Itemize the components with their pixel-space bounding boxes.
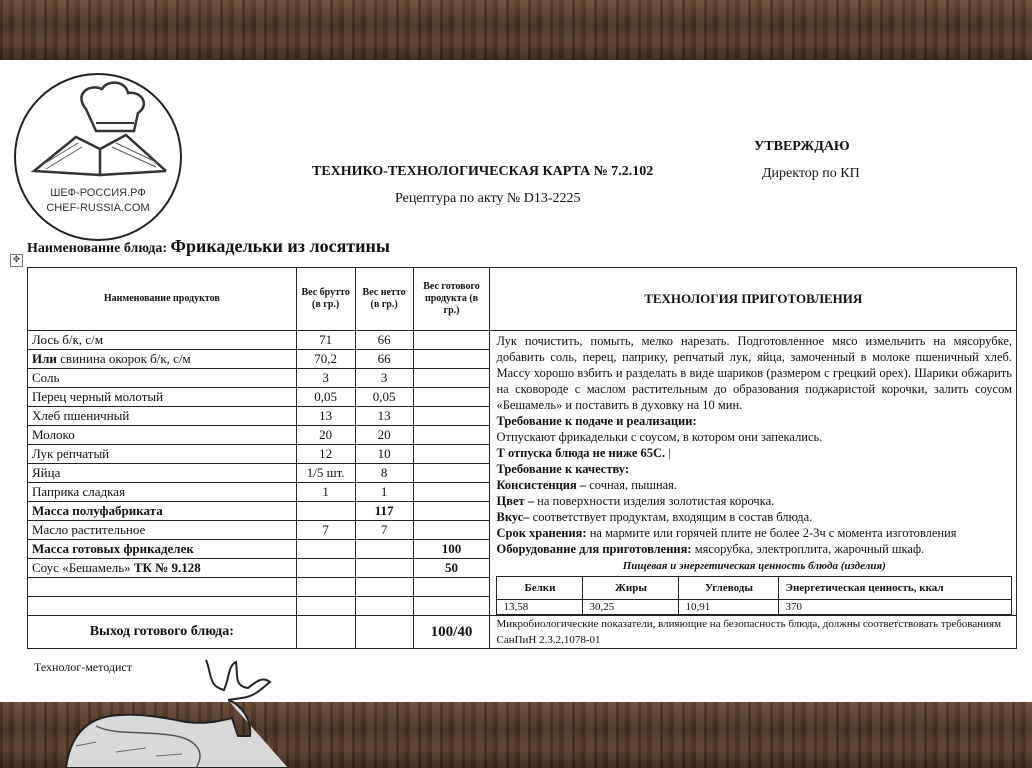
net-weight: 13 [355, 407, 413, 426]
serve-temperature: Т отпуска блюда не ниже 65С. [496, 446, 666, 460]
output-label: Выход готового блюда: [28, 616, 297, 649]
header-gross: Вес брутто (в гр.) [296, 268, 355, 331]
product-name: Перец черный молотый [28, 388, 297, 407]
product-name: Лось б/к, с/м [28, 331, 297, 350]
technologist-label: Технолог-методист [34, 660, 132, 674]
net-weight: 10 [355, 445, 413, 464]
net-weight: 1 [355, 483, 413, 502]
technology-cell: Лук почистить, помыть, мелко нарезать. Подготовленное мясо измельчить на мясорубке, добавить соль, перец, паприку, репчатый лук, яйца, замоченный в молоке пшеничный хлеб. Массу хорошо взбить и разделать в виде шариков (размером с грецкий орех). Шарики обжарить на сковороде с маслом растительным до образования поджаристой корочки, залить соусом «Бешамель» и поставить в духовку на 10 мин. Требование к подаче и реализации: Отпускают фрикадельки с соусом, в котором они запекались. Т отпуска блюда не ниже 65С. | Требование к качеству: Консистенция – сочная, пышная. Цвет – на поверхности изделия золотистая корочка. Вкус– соответствует продуктам, входящим в состав блюда. Срок хранения: на мармите или горячей плите не более 2-3ч с момента изготовления Оборудование для приготовления: мясорубка, электроплита, жарочный шкаф. Пищевая и энергетическая ценность блюда (изделия) Белки Жиры Углеводы Энергетическая ценность, ккал 13,58 30,25 10,91 370 [490, 331, 1017, 616]
nutrition-header: Энергетическая ценность, ккал [779, 577, 1012, 600]
product-name: Соль [28, 369, 297, 388]
product-name: Хлеб пшеничный [28, 407, 297, 426]
serve-text: Отпускают фрикадельки с соусом, в котором они запекались. [496, 430, 823, 444]
gross-weight: 70,2 [296, 350, 355, 369]
empty-cell [28, 597, 297, 616]
chef-russia-logo [14, 73, 182, 241]
gross-weight: 12 [296, 445, 355, 464]
ready-weight [413, 521, 490, 540]
net-weight [355, 540, 413, 559]
color-text: на поверхности изделия золотистая корочка. [534, 494, 775, 508]
gross-weight: 3 [296, 369, 355, 388]
serve-title: Требование к подаче и реализации: [496, 414, 697, 428]
moose-illustration-icon [56, 656, 296, 768]
product-name [28, 559, 297, 578]
output-value: 100/40 [413, 616, 490, 649]
nutrition-value: 370 [779, 600, 1012, 615]
equipment-text: мясорубка, электроплита, жарочный шкаф. [691, 542, 925, 556]
nutrition-header-row [497, 577, 1012, 600]
output-row [28, 616, 1017, 649]
ready-weight [413, 464, 490, 483]
nutrition-header: Углеводы [679, 577, 779, 600]
gross-weight [296, 502, 355, 521]
ready-weight [413, 483, 490, 502]
consistency-label: Консистенция – [496, 478, 587, 492]
consistency-text: сочная, пышная. [586, 478, 678, 492]
nutrition-header: Белки [497, 577, 583, 600]
ready-weight [413, 407, 490, 426]
nutrition-title: Пищевая и энергетическая ценность блюда (изделия) [622, 560, 886, 572]
quality-title: Требование к качеству: [496, 462, 630, 476]
net-weight: 3 [355, 369, 413, 388]
product-name-bold: Или [32, 351, 57, 366]
empty-cell [296, 616, 355, 649]
storage-text: на мармите или горячей плите не более 2-3ч с момента изготовления [586, 526, 957, 540]
recipe-act-number: Рецептура по акту № D13-2225 [395, 191, 581, 206]
dish-name-line [27, 236, 390, 257]
header-net: Вес нетто (в гр.) [355, 268, 413, 331]
wood-header-background [0, 0, 1032, 60]
nutrition-header: Жиры [583, 577, 679, 600]
product-name: Паприка сладкая [28, 483, 297, 502]
ready-weight [413, 426, 490, 445]
ready-weight: 50 [413, 559, 490, 578]
product-name: Масса готовых фрикаделек [28, 540, 297, 559]
ready-weight [413, 350, 490, 369]
taste-text: соответствует продуктам, входящим в состав блюда. [529, 510, 813, 524]
dish-name: Фрикадельки из лосятины [170, 236, 390, 256]
ready-weight [413, 445, 490, 464]
taste-label: Вкус– [496, 510, 530, 524]
net-weight: 20 [355, 426, 413, 445]
net-weight: 8 [355, 464, 413, 483]
product-name: Яйца [28, 464, 297, 483]
product-name: Масса полуфабриката [28, 502, 297, 521]
document-title: ТЕХНИКО-ТЕХНОЛОГИЧЕСКАЯ КАРТА № 7.2.102 [312, 164, 654, 179]
empty-cell [296, 597, 355, 616]
product-name [28, 350, 297, 369]
nutrition-value: 30,25 [583, 600, 679, 615]
gross-weight [296, 559, 355, 578]
ready-weight [413, 369, 490, 388]
gross-weight: 13 [296, 407, 355, 426]
product-name: Молоко [28, 426, 297, 445]
header-ready: Вес готового продукта (в гр.) [413, 268, 490, 331]
logo-text-en: CHEF-RUSSIA.COM [46, 202, 150, 214]
gross-weight: 1/5 шт. [296, 464, 355, 483]
equipment-label: Оборудование для приготовления: [496, 542, 692, 556]
table-row [28, 331, 1017, 350]
nutrition-value: 10,91 [679, 600, 779, 615]
product-name: Масло растительное [28, 521, 297, 540]
product-name-rest: свинина окорок б/к, с/м [56, 351, 191, 366]
gross-weight: 7 [296, 521, 355, 540]
empty-cell [413, 597, 490, 616]
color-label: Цвет – [496, 494, 535, 508]
gross-weight: 0,05 [296, 388, 355, 407]
product-name-rest: Соус «Бешамель» [32, 560, 134, 575]
net-weight: 0,05 [355, 388, 413, 407]
ready-weight [413, 331, 490, 350]
net-weight: 66 [355, 350, 413, 369]
gross-weight: 20 [296, 426, 355, 445]
header-technology: ТЕХНОЛОГИЯ ПРИГОТОВЛЕНИЯ [490, 268, 1017, 331]
ready-weight [413, 388, 490, 407]
header-products: Наименование продуктов [28, 268, 297, 331]
dish-name-label: Наименование блюда: [27, 241, 167, 256]
net-weight [355, 559, 413, 578]
technology-text: Лук почистить, помыть, мелко нарезать. Подготовленное мясо измельчить на мясорубке, добавить соль, перец, паприку, репчатый лук, яйца, замоченный в молоке пшеничный хлеб. Массу хорошо взбить и разделать в виде шариков (размером с грецкий орех). Шарики обжарить на сковороде с маслом растительным до образования поджаристой корочки, залить соусом «Бешамель» и поставить в духовку на 10 мин. [496, 334, 1012, 412]
ready-weight [413, 502, 490, 521]
empty-cell [28, 578, 297, 597]
logo-text-ru: ШЕФ-РОССИЯ.РФ [50, 187, 146, 199]
net-weight: 7 [355, 521, 413, 540]
storage-label: Срок хранения: [496, 526, 587, 540]
director-label: Директор по КП [762, 166, 860, 181]
ready-weight: 100 [413, 540, 490, 559]
empty-cell [355, 616, 413, 649]
empty-cell [355, 597, 413, 616]
chef-hat-book-icon [16, 75, 180, 185]
nutrition-values-row [497, 600, 1012, 615]
nutrition-table [496, 576, 1012, 615]
gross-weight: 1 [296, 483, 355, 502]
net-weight: 66 [355, 331, 413, 350]
table-header-row [28, 268, 1017, 331]
table-move-handle-icon[interactable]: ✥ [10, 254, 23, 267]
product-name-bold: ТК № 9.128 [133, 560, 201, 575]
empty-cell [296, 578, 355, 597]
empty-cell [413, 578, 490, 597]
nutrition-value: 13,58 [497, 600, 583, 615]
microbiology-note: Микробиологические показатели, влияющие на безопасность блюда, должны соответствовать требованиям СанПиН 2.3.2.1078-01 [490, 616, 1017, 649]
gross-weight: 71 [296, 331, 355, 350]
gross-weight [296, 540, 355, 559]
approve-label: УТВЕРЖДАЮ [754, 139, 850, 154]
net-weight: 117 [355, 502, 413, 521]
recipe-table [27, 267, 1017, 649]
product-name: Лук репчатый [28, 445, 297, 464]
empty-cell [355, 578, 413, 597]
